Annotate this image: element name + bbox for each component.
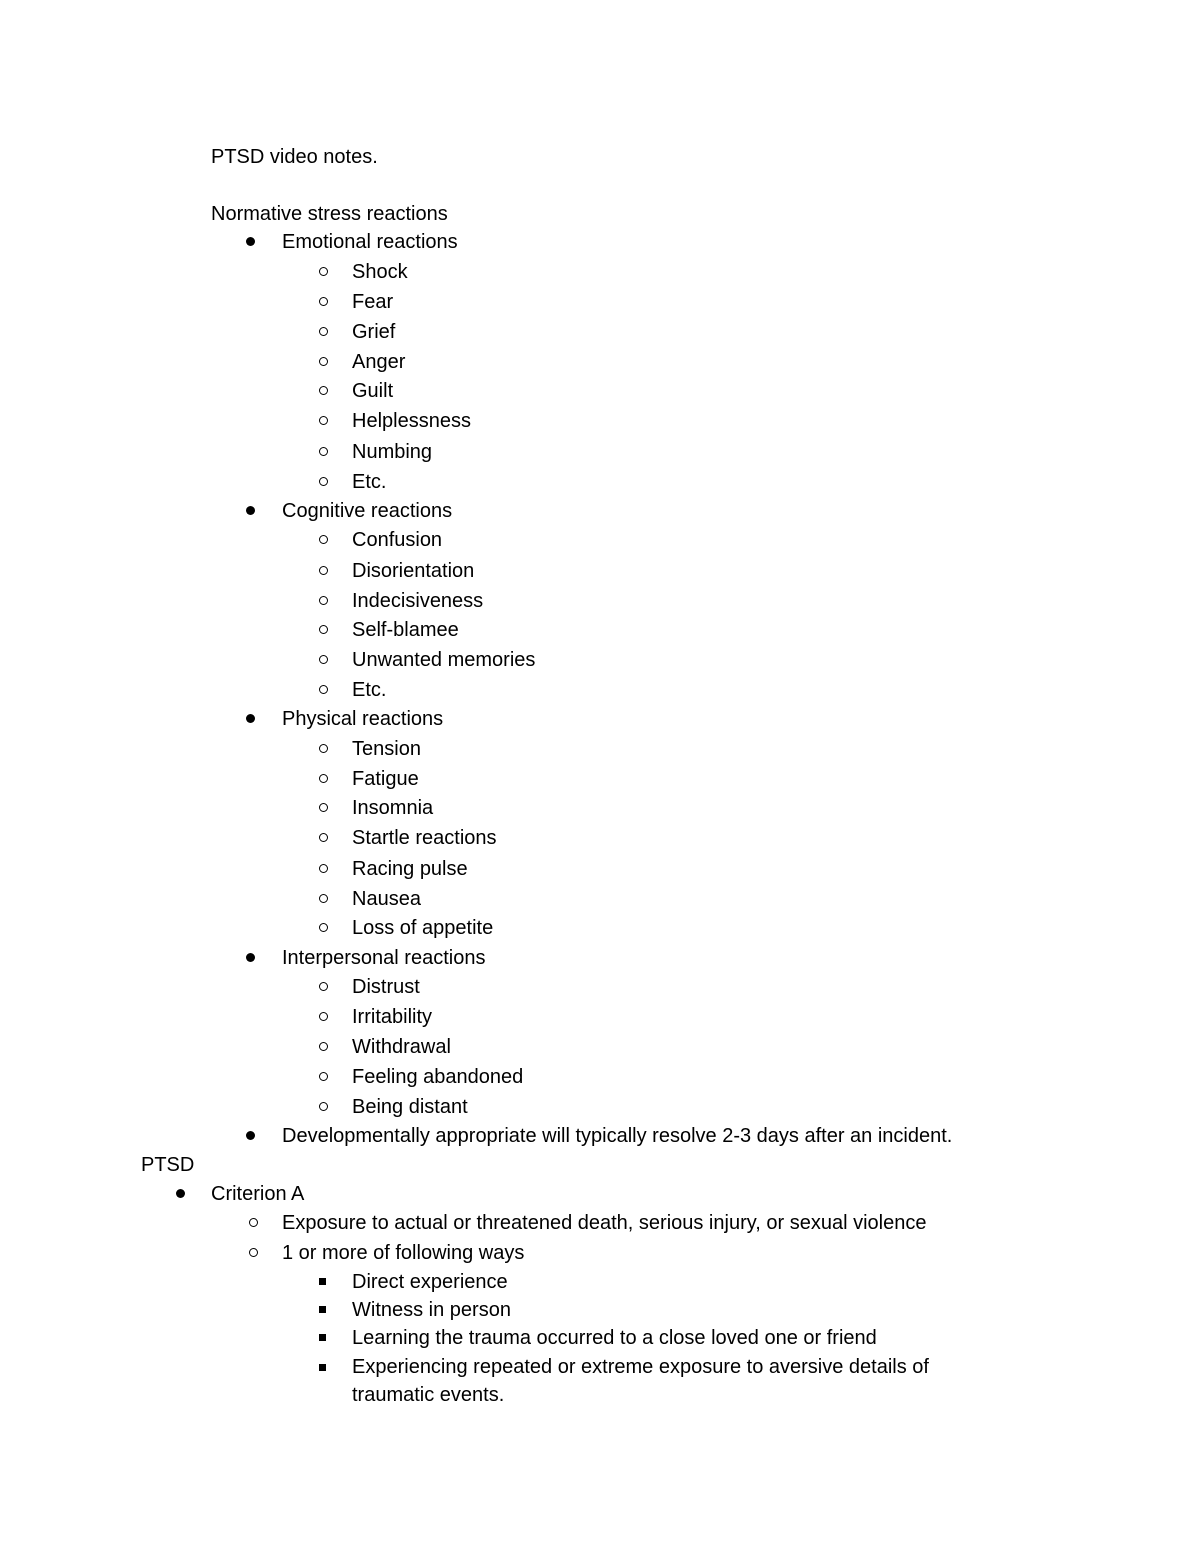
bullet-dot-icon — [246, 506, 255, 515]
bullet-circle-icon — [319, 596, 328, 605]
bullet-circle-icon — [319, 833, 328, 842]
list-item: Grief — [352, 321, 396, 343]
group-label-cognitive: Cognitive reactions — [282, 500, 453, 522]
list-item: Feeling abandoned — [352, 1066, 524, 1088]
list-item: Insomnia — [352, 797, 434, 819]
bullet-circle-icon — [319, 1072, 328, 1081]
list-item: Being distant — [352, 1096, 468, 1118]
document-title: PTSD video notes. — [211, 146, 378, 168]
way-item: Witness in person — [352, 1299, 511, 1321]
list-item: Irritability — [352, 1006, 433, 1028]
list-item: Disorientation — [352, 560, 475, 582]
bullet-circle-icon — [319, 386, 328, 395]
bullet-circle-icon — [319, 803, 328, 812]
bullet-circle-icon — [319, 1042, 328, 1051]
list-item: Shock — [352, 261, 408, 283]
section-heading-normative: Normative stress reactions — [211, 203, 448, 225]
list-item: Helplessness — [352, 410, 471, 432]
list-item: Indecisiveness — [352, 590, 484, 612]
list-item: Racing pulse — [352, 858, 468, 880]
bullet-circle-icon — [319, 774, 328, 783]
bullet-square-icon — [319, 1278, 326, 1285]
bullet-circle-icon — [249, 1218, 258, 1227]
list-item: Confusion — [352, 529, 443, 551]
bullet-circle-icon — [319, 447, 328, 456]
list-item: Fatigue — [352, 768, 419, 790]
bullet-circle-icon — [319, 416, 328, 425]
bullet-dot-icon — [246, 953, 255, 962]
bullet-circle-icon — [319, 535, 328, 544]
list-item: Distrust — [352, 976, 420, 998]
list-item: Self-blamee — [352, 619, 459, 641]
bullet-square-icon — [319, 1364, 326, 1371]
bullet-dot-icon — [176, 1189, 185, 1198]
bullet-circle-icon — [319, 566, 328, 575]
list-item: Withdrawal — [352, 1036, 451, 1058]
bullet-circle-icon — [319, 625, 328, 634]
bullet-circle-icon — [319, 923, 328, 932]
bullet-circle-icon — [319, 297, 328, 306]
way-item: Learning the trauma occurred to a close loved one or friend — [352, 1327, 877, 1349]
list-item: Tension — [352, 738, 421, 760]
bullet-circle-icon — [319, 685, 328, 694]
list-item: Numbing — [352, 441, 433, 463]
group-label-physical: Physical reactions — [282, 708, 444, 730]
list-item: Loss of appetite — [352, 917, 494, 939]
bullet-square-icon — [319, 1306, 326, 1313]
list-item: Fear — [352, 291, 394, 313]
list-item: Etc. — [352, 471, 387, 493]
bullet-circle-icon — [319, 327, 328, 336]
bullet-circle-icon — [319, 267, 328, 276]
bullet-circle-icon — [319, 357, 328, 366]
bullet-circle-icon — [319, 655, 328, 664]
bullet-dot-icon — [246, 714, 255, 723]
bullet-circle-icon — [319, 864, 328, 873]
closing-note: Developmentally appropriate will typically resolve 2-3 days after an incident. — [282, 1125, 953, 1147]
bullet-circle-icon — [319, 477, 328, 486]
list-item: Guilt — [352, 380, 394, 402]
way-item: Experiencing repeated or extreme exposure to aversive details of traumatic events. — [352, 1356, 929, 1406]
group-label-emotional: Emotional reactions — [282, 231, 458, 253]
bullet-circle-icon — [319, 1012, 328, 1021]
criterion-label: Criterion A — [211, 1183, 305, 1205]
criterion-point: 1 or more of following ways — [282, 1242, 525, 1264]
bullet-dot-icon — [246, 237, 255, 246]
list-item: Startle reactions — [352, 827, 497, 849]
list-item: Anger — [352, 351, 406, 373]
list-item: Etc. — [352, 679, 387, 701]
bullet-dot-icon — [246, 1131, 255, 1140]
list-item: Unwanted memories — [352, 649, 536, 671]
bullet-square-icon — [319, 1334, 326, 1341]
group-label-interpersonal: Interpersonal reactions — [282, 947, 486, 969]
section-heading-ptsd: PTSD — [141, 1154, 195, 1176]
bullet-circle-icon — [319, 982, 328, 991]
list-item: Nausea — [352, 888, 421, 910]
bullet-circle-icon — [319, 1102, 328, 1111]
criterion-point: Exposure to actual or threatened death, serious injury, or sexual violence — [282, 1212, 927, 1234]
way-item: Direct experience — [352, 1271, 508, 1293]
bullet-circle-icon — [319, 894, 328, 903]
bullet-circle-icon — [249, 1248, 258, 1257]
bullet-circle-icon — [319, 744, 328, 753]
